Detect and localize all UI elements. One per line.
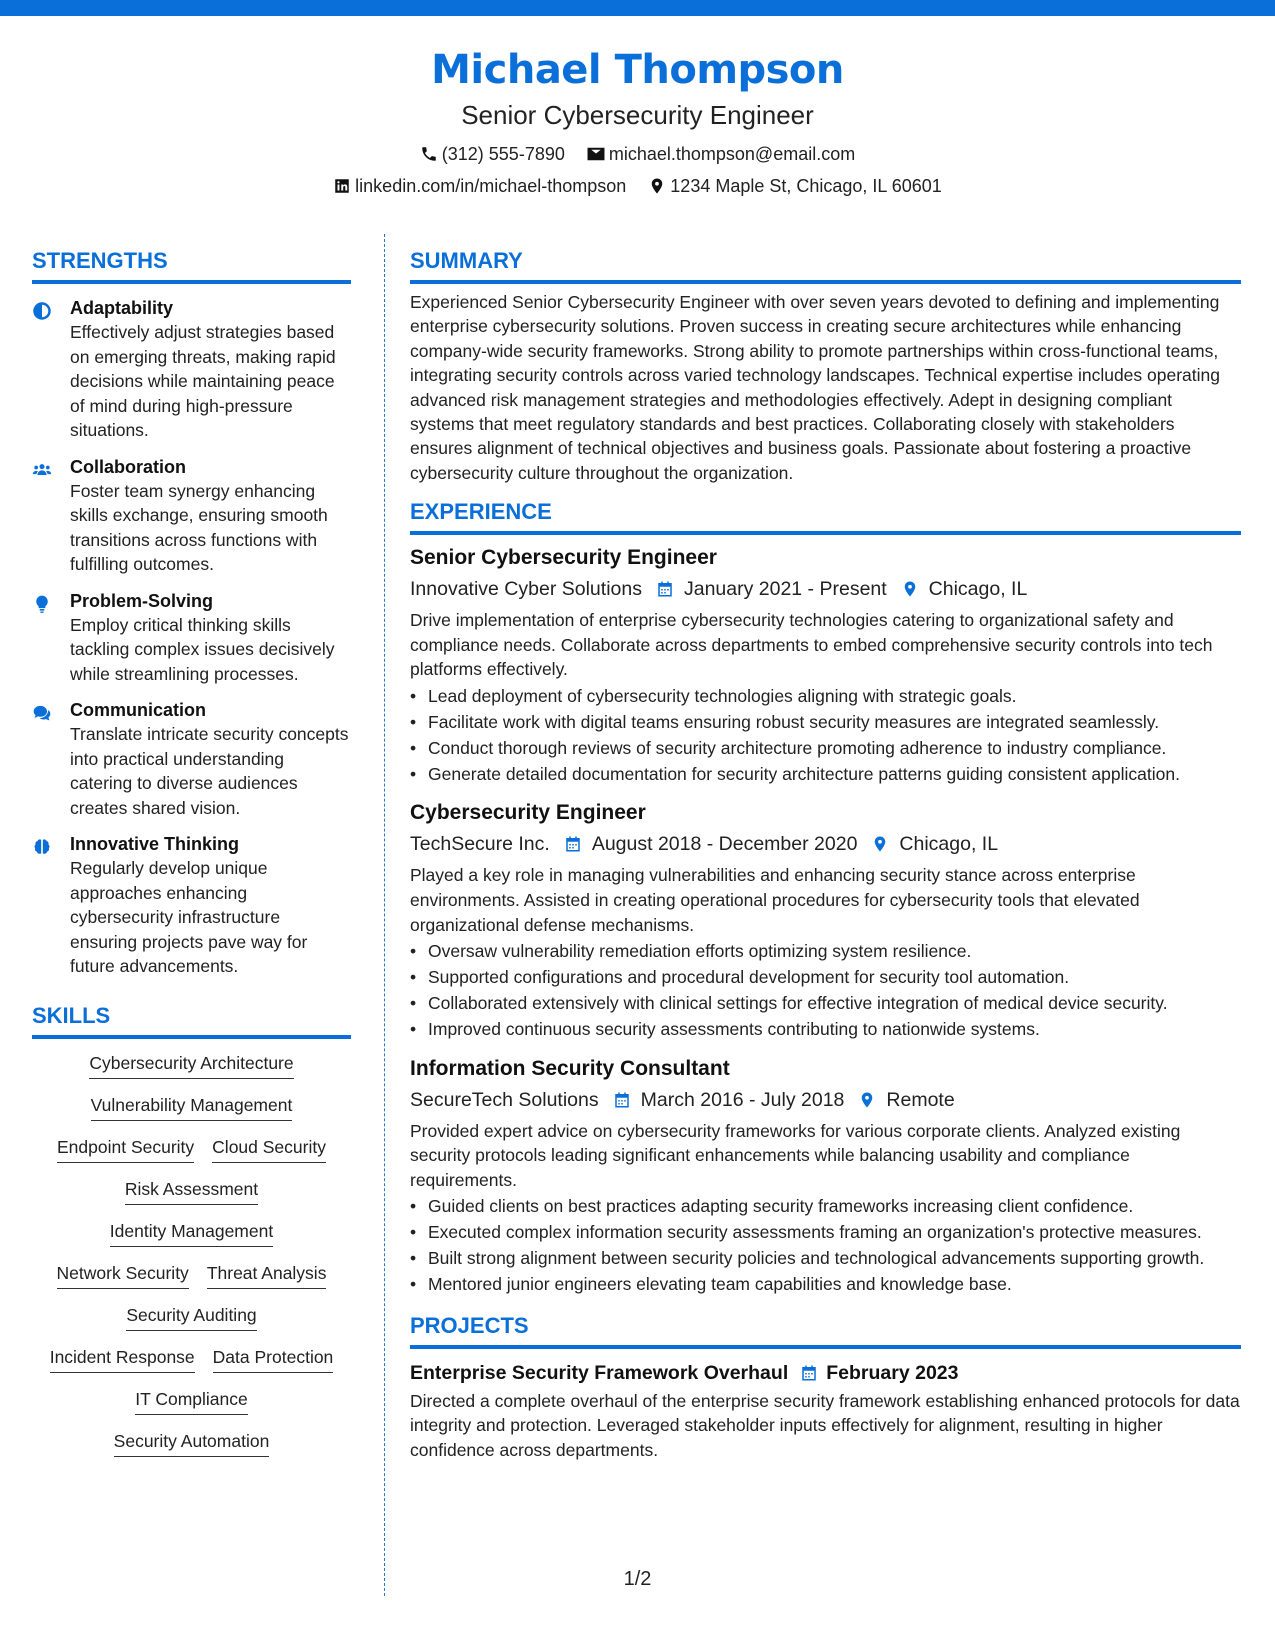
- summary-heading: SUMMARY: [410, 246, 1241, 284]
- job-bullets: [410, 939, 1241, 1042]
- phone-contact: [420, 140, 565, 168]
- bullet-item: • Improved continuous security assessments contributing to nationwide systems.: [410, 1017, 1241, 1042]
- strength-title: Problem-Solving: [70, 590, 214, 611]
- calendar-icon: [613, 1091, 631, 1109]
- summary-text: Experienced Senior Cybersecurity Engineer with over seven years devoted to defining and implementing enterprise cybersecurity solutions. Proven success in creating secure architectures while enhancing company-wide security frameworks. Strong ability to promote partnerships within cross-functional teams, integrating security controls across varied technology landscapes. Technical expertise includes operating advanced risk management strategies and methodologies effectively. Adept in designing compliant systems that meet regulatory standards and best practices. Collaborating closely with stakeholders ensures alignment of technical objectives and business goals. Passionate about fostering a proactive cybersecurity culture throughout the organization.: [410, 292, 1220, 483]
- strength-item: [32, 832, 351, 979]
- email-contact: [587, 140, 855, 168]
- project-date: February 2023: [826, 1361, 959, 1384]
- job-location: Chicago, IL: [899, 833, 999, 856]
- strength-desc: Foster team synergy enhancing skills exchange, ensuring smooth transitions across functions with fulfilling outcomes.: [70, 480, 328, 574]
- linkedin-contact: [333, 172, 626, 200]
- job-title: Cybersecurity Engineer: [410, 801, 646, 825]
- calendar-icon: [800, 1364, 818, 1382]
- strength-title: Adaptability: [70, 298, 174, 318]
- strength-desc: Regularly develop unique approaches enhancing cybersecurity infrastructure ensuring projects pave way for future advancements.: [70, 858, 308, 976]
- strength-desc: Translate intricate security concepts into practical understanding catering to diverse audiences creates shared vision.: [70, 724, 349, 818]
- column-divider: [384, 234, 385, 1596]
- page-number: 1/2: [623, 1568, 652, 1590]
- strengths-heading: STRENGTHS: [32, 246, 351, 284]
- calendar-icon: [564, 835, 582, 853]
- job-location: Remote: [886, 1088, 955, 1111]
- job-dates: March 2016 - July 2018: [640, 1088, 845, 1111]
- home-address: 1234 Maple St, Chicago, IL 60601: [670, 176, 942, 196]
- strength-item: [32, 296, 351, 443]
- job-company: Innovative Cyber Solutions: [410, 578, 642, 601]
- project-entry: [410, 1359, 1241, 1463]
- map-pin-icon: [871, 835, 889, 853]
- bullet-item: • Built strong alignment between security policies and technological advancements supporting growth.: [410, 1246, 1241, 1271]
- skill-tag: Cloud Security: [212, 1135, 326, 1163]
- bullet-item: • Mentored junior engineers elevating team capabilities and knowledge base.: [410, 1272, 1241, 1297]
- map-pin-icon: [858, 1091, 876, 1109]
- skill-tag: Security Auditing: [126, 1303, 256, 1331]
- projects-heading: PROJECTS: [410, 1311, 1241, 1349]
- brain-icon: [32, 837, 52, 857]
- bullet-item: • Facilitate work with digital teams ensuring robust security measures are integrated seamlessly.: [410, 710, 1241, 735]
- map-pin-icon: [901, 580, 919, 598]
- job-location: Chicago, IL: [928, 578, 1028, 601]
- strength-title: Collaboration: [70, 456, 186, 477]
- resume-header: [0, 42, 1275, 200]
- project-description: Directed a complete overhaul of the enterprise security framework establishing enhanced protocols for data integrity and protection. Leveraged stakeholder inputs effectively for alignment, resulting in higher confidence across departments.: [410, 1390, 1240, 1460]
- job-meta: [410, 829, 1241, 859]
- skill-tag: Risk Assessment: [125, 1177, 258, 1205]
- skill-tag: Identity Management: [110, 1219, 273, 1247]
- bullet-item: • Generate detailed documentation for security architecture patterns guiding consistent application.: [410, 762, 1241, 787]
- job-title: Information Security Consultant: [410, 1056, 730, 1080]
- bullet-item: • Guided clients on best practices adapting security frameworks increasing client confidence.: [410, 1194, 1241, 1219]
- skill-tag: IT Compliance: [135, 1387, 248, 1415]
- skills-list: [32, 1051, 351, 1457]
- project-header: [410, 1359, 1241, 1387]
- strength-desc: Effectively adjust strategies based on emerging threats, making rapid decisions while maintaining peace of mind during high-pressure situations.: [70, 322, 336, 440]
- calendar-icon: [656, 580, 674, 598]
- job-entry: [410, 798, 1241, 1041]
- bullet-item: • Lead deployment of cybersecurity technologies aligning with strategic goals.: [410, 684, 1241, 709]
- linkedin-icon: [333, 177, 351, 195]
- skill-tag: Vulnerability Management: [91, 1093, 293, 1121]
- skill-tag: Security Automation: [114, 1429, 270, 1457]
- phone-number[interactable]: (312) 555-7890: [441, 144, 565, 164]
- job-meta: [410, 574, 1241, 604]
- job-description: Played a key role in managing vulnerabilities and enhancing security stance across enterprise environments. Assisted in creating operational procedures for cybersecurity tools that elevated organizational defense mechanisms.: [410, 865, 1140, 935]
- job-description: Provided expert advice on cybersecurity frameworks for various corporate clients. Analyzed existing security protocols leading significant enhancements while balancing usability and compliance requirements.: [410, 1120, 1181, 1190]
- bullet-item: • Conduct thorough reviews of security architecture promoting adherence to industry compliance.: [410, 736, 1241, 761]
- envelope-icon: [587, 145, 605, 163]
- skill-tag: Endpoint Security: [57, 1135, 194, 1163]
- job-company: TechSecure Inc.: [410, 833, 550, 856]
- linkedin-url[interactable]: linkedin.com/in/michael-thompson: [355, 176, 627, 196]
- strength-title: Innovative Thinking: [70, 834, 240, 854]
- strength-title: Communication: [70, 700, 207, 720]
- top-accent-bar: [0, 0, 1275, 16]
- job-dates: August 2018 - December 2020: [591, 833, 858, 856]
- users-icon: [32, 460, 52, 480]
- candidate-title: Senior Cybersecurity Engineer: [461, 100, 814, 130]
- half-circle-icon: [32, 301, 52, 321]
- project-title: Enterprise Security Framework Overhaul: [410, 1361, 789, 1384]
- skills-heading: SKILLS: [32, 1001, 351, 1039]
- bullet-item: • Supported configurations and procedural development for security tool automation.: [410, 965, 1241, 990]
- skill-tag: Threat Analysis: [207, 1261, 327, 1289]
- skill-tag: Network Security: [57, 1261, 189, 1289]
- phone-icon: [420, 145, 438, 163]
- job-entry: [410, 543, 1241, 786]
- job-entry: [410, 1054, 1241, 1297]
- bullet-item: • Oversaw vulnerability remediation efforts optimizing system resilience.: [410, 939, 1241, 964]
- strength-desc: Employ critical thinking skills tackling complex issues decisively while streamlining processes.: [70, 614, 335, 684]
- job-company: SecureTech Solutions: [410, 1088, 599, 1111]
- contact-row-2: [0, 172, 1275, 200]
- lightbulb-icon: [32, 594, 52, 614]
- left-column: [32, 246, 351, 1471]
- job-description: Drive implementation of enterprise cybersecurity technologies catering to organizational safety and compliance needs. Collaborate across departments to embed comprehensive security controls into tech platforms effectively.: [410, 610, 1213, 680]
- strength-item: [32, 698, 351, 820]
- job-bullets: [410, 1194, 1241, 1297]
- strength-item: [32, 589, 351, 687]
- contact-row-1: [0, 140, 1275, 168]
- job-bullets: [410, 684, 1241, 787]
- candidate-name: Michael Thompson: [431, 47, 844, 93]
- skill-tag: Data Protection: [213, 1345, 334, 1373]
- chat-icon: [32, 703, 52, 723]
- email-address[interactable]: michael.thompson@email.com: [608, 144, 856, 164]
- bullet-item: • Collaborated extensively with clinical settings for effective integration of medical device security.: [410, 991, 1241, 1016]
- strength-item: [32, 455, 351, 577]
- experience-heading: EXPERIENCE: [410, 497, 1241, 535]
- strengths-list: [32, 296, 351, 979]
- right-column: [410, 246, 1241, 1463]
- job-dates: January 2021 - Present: [683, 578, 887, 601]
- job-meta: [410, 1085, 1241, 1115]
- skill-tag: Cybersecurity Architecture: [89, 1051, 293, 1079]
- bullet-item: • Executed complex information security assessments framing an organization's protective measures.: [410, 1220, 1241, 1245]
- skill-tag: Incident Response: [50, 1345, 195, 1373]
- map-pin-icon: [648, 177, 666, 195]
- address-contact: [648, 172, 942, 200]
- job-title: Senior Cybersecurity Engineer: [410, 546, 717, 570]
